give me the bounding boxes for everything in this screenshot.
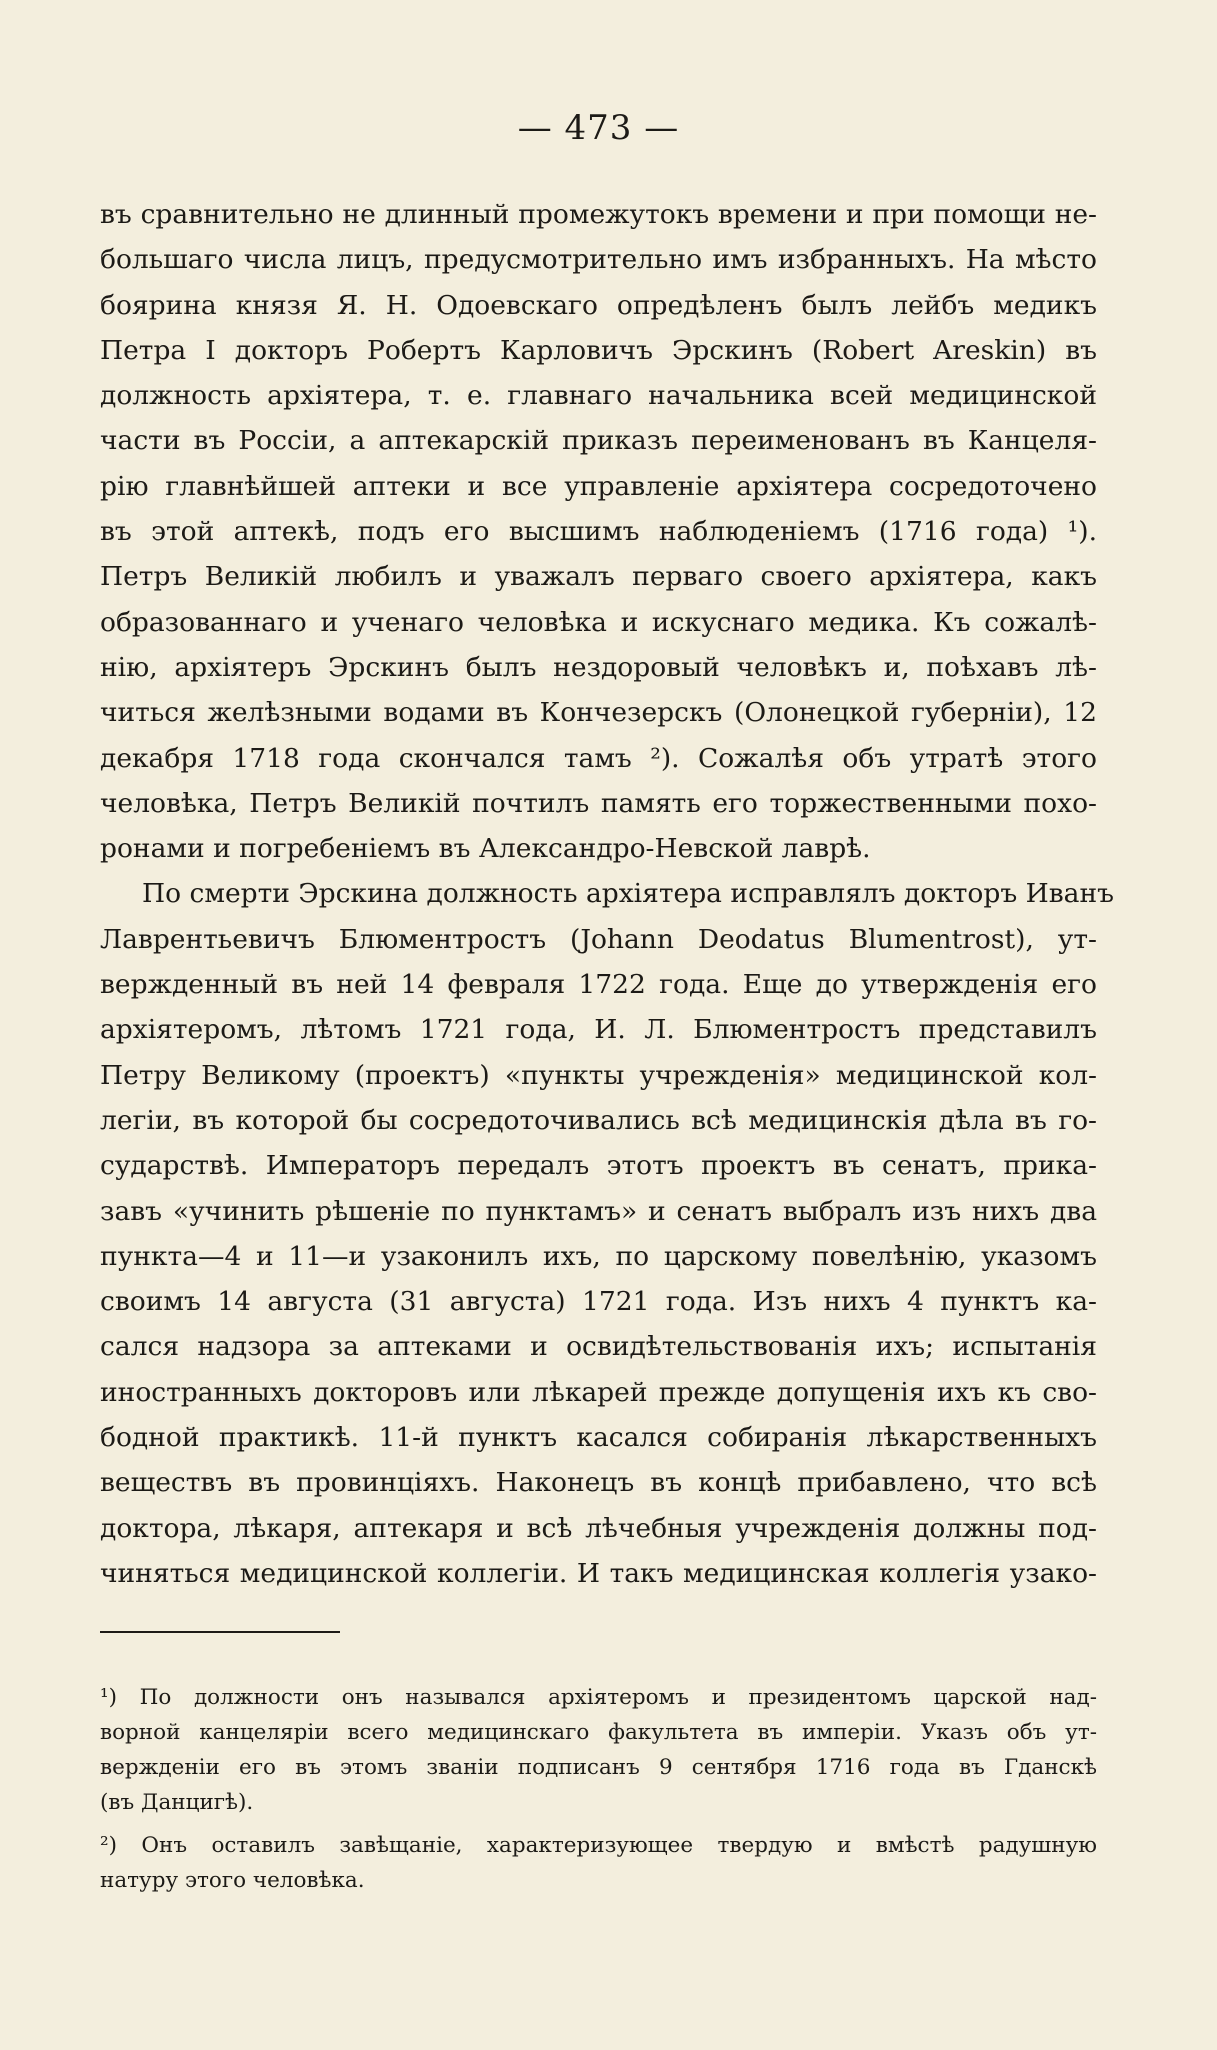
footnotes: [100, 1680, 1097, 1898]
text-line: боярина князя Я. Н. Одоевскаго опредѣленъ былъ лейбъ медикъ: [100, 289, 1097, 321]
text-line: нію, архіятеръ Эрскинъ былъ нездоровый человѣкъ и, поѣхавъ лѣ-: [100, 651, 1097, 683]
text-line: завъ «учинить рѣшеніе по пунктамъ» и сенатъ выбралъ изъ нихъ два: [100, 1195, 1097, 1227]
paragraph-1: [100, 192, 1097, 871]
footnote-1: [100, 1680, 1097, 1820]
footnote-line: вержденіи его въ этомъ званіи подписанъ 9 сентября 1716 года въ Гданскѣ: [100, 1755, 1097, 1780]
text-line: въ этой аптекѣ, подъ его высшимъ наблюденіемъ (1716 года) ¹).: [100, 516, 1097, 548]
text-line: легіи, въ которой бы сосредоточивались всѣ медицинскія дѣла въ го-: [100, 1104, 1097, 1136]
text-line: чиняться медицинской коллегіи. И такъ медицинская коллегія узако-: [100, 1557, 1097, 1589]
text-line: образованнаго и ученаго человѣка и искуснаго медика. Къ сожалѣ-: [100, 606, 1097, 638]
footnote-divider: [100, 1631, 340, 1633]
text-line: декабря 1718 года скончался тамъ ²). Сожалѣя объ утратѣ этого: [100, 742, 1097, 774]
text-line: иностранныхъ докторовъ или лѣкарей прежде допущенія ихъ къ сво-: [100, 1376, 1097, 1408]
footnote-line: ²) Онъ оставилъ завѣщаніе, характеризующее твердую и вмѣстѣ радушную: [100, 1833, 1097, 1858]
text-line: Петру Великому (проектъ) «пункты учрежденія» медицинской кол-: [100, 1059, 1097, 1091]
text-line: пункта—4 и 11—и узаконилъ ихъ, по царскому повелѣнію, указомъ: [100, 1240, 1097, 1272]
text-line: въ сравнительно не длинный промежутокъ времени и при помощи не-: [100, 199, 1097, 230]
text-line: читься желѣзными водами въ Кончезерскъ (Олонецкой губерніи), 12: [100, 697, 1097, 729]
footnote-line: (въ Данцигѣ).: [100, 1790, 254, 1815]
text-line: бодной практикѣ. 11-й пунктъ касался собиранія лѣкарственныхъ: [100, 1422, 1097, 1454]
text-line: сался надзора за аптеками и освидѣтельствованія ихъ; испытанія: [100, 1331, 1097, 1363]
footnote-2: [100, 1828, 1097, 1898]
footnote-line: ¹) По должности онъ назывался архіятеромъ и президентомъ царской над-: [100, 1685, 1097, 1710]
text-line: ронами и погребеніемъ въ Александро-Невской лаврѣ.: [100, 833, 871, 865]
text-line: вержденный въ ней 14 февраля 1722 года. Еще до утвержденія его: [100, 969, 1097, 1001]
text-line: части въ Россіи, а аптекарскій приказъ переименованъ въ Канцеля-: [100, 425, 1097, 457]
page-number: — 473 —: [517, 108, 680, 148]
text-line: человѣка, Петръ Великій почтилъ память его торжественными похо-: [100, 787, 1097, 819]
text-line: рію главнѣйшей аптеки и все управленіе архіятера сосредоточено: [100, 470, 1097, 502]
text-line: Петра I докторъ Робертъ Карловичъ Эрскинъ (Robert Areskin) въ: [100, 334, 1097, 366]
text-line: должность архіятера, т. е. главнаго начальника всей медицинской: [100, 380, 1097, 412]
text-line: Лаврентьевичъ Блюментростъ (Johann Deodatus Blumentrost), ут-: [100, 923, 1097, 955]
footnote-line: натуру этого человѣка.: [100, 1868, 365, 1893]
paragraph-2: [100, 871, 1114, 1596]
text-line: Петръ Великій любилъ и уважалъ перваго своего архіятера, какъ: [100, 561, 1097, 593]
text-line: архіятеромъ, лѣтомъ 1721 года, И. Л. Блюментростъ представилъ: [100, 1014, 1097, 1046]
footnote-line: ворной канцеляріи всего медицинскаго факультета въ имперіи. Указъ объ ут-: [100, 1720, 1097, 1745]
text-line: доктора, лѣкаря, аптекаря и всѣ лѣчебныя учрежденія должны под-: [100, 1512, 1097, 1544]
main-text: [100, 192, 1114, 1596]
text-line: большаго числа лицъ, предусмотрительно имъ избранныхъ. На мѣсто: [100, 244, 1097, 276]
text-line: веществъ въ провинціяхъ. Наконецъ въ концѣ прибавлено, что всѣ: [100, 1467, 1097, 1499]
text-line: сударствѣ. Императоръ передалъ этотъ проектъ въ сенатъ, прика-: [100, 1150, 1097, 1182]
text-line: своимъ 14 августа (31 августа) 1721 года. Изъ нихъ 4 пунктъ ка-: [100, 1286, 1097, 1318]
text-line: По смерти Эрскина должность архіятера исправлялъ докторъ Иванъ: [142, 878, 1114, 910]
